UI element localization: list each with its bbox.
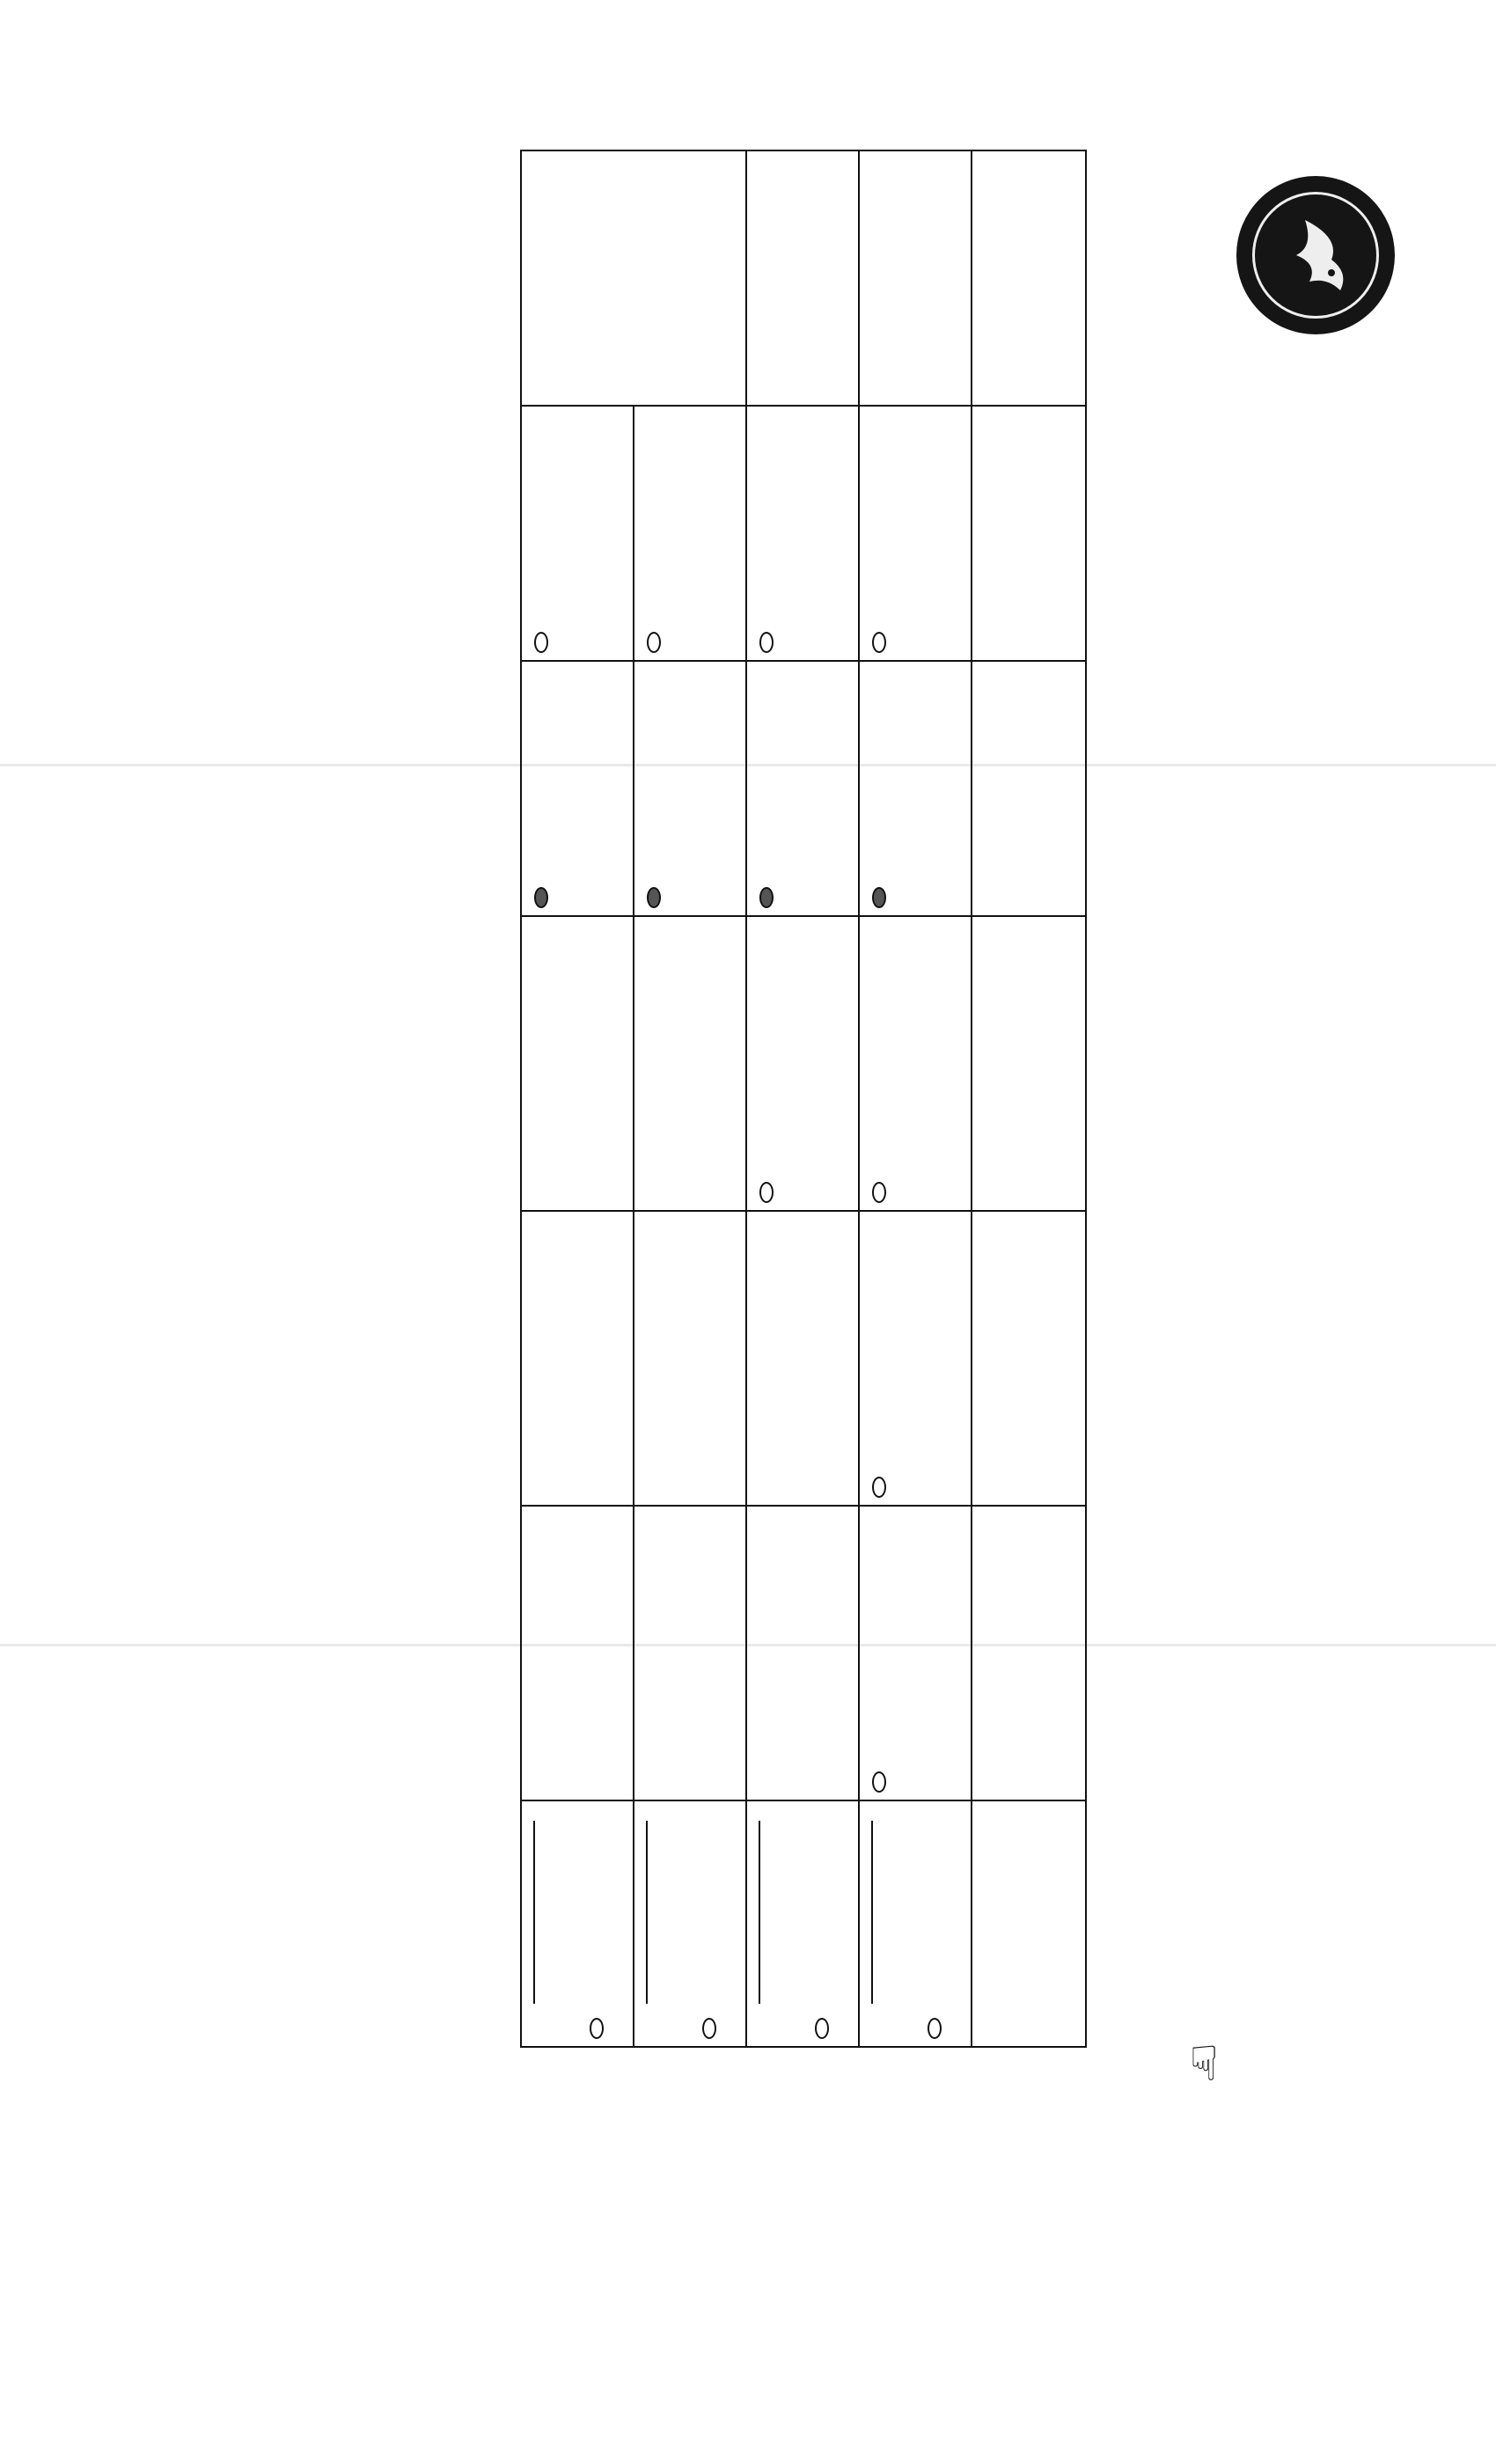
candidate-cell xyxy=(746,406,859,661)
vote-oval[interactable] xyxy=(872,632,886,653)
candidate-cell xyxy=(859,661,972,916)
candidate-cell xyxy=(859,406,972,661)
vote-oval-marked[interactable] xyxy=(534,887,548,908)
office-row xyxy=(859,150,972,2047)
column-header xyxy=(972,916,1086,1211)
vote-oval[interactable] xyxy=(872,1182,886,1203)
empty-cell xyxy=(521,916,634,1211)
candidate-cell xyxy=(521,406,634,661)
candidate-cell xyxy=(859,916,972,1211)
office-cell xyxy=(746,150,859,406)
header-row xyxy=(972,150,1086,2047)
candidate-cell xyxy=(746,661,859,916)
empty-cell xyxy=(521,1506,634,1800)
write-in-line[interactable] xyxy=(646,1821,648,2004)
ballot-table xyxy=(520,150,1087,2048)
write-in-cell xyxy=(859,1800,972,2047)
office-row xyxy=(634,150,746,2047)
vote-oval-marked[interactable] xyxy=(872,887,886,908)
empty-cell xyxy=(521,1211,634,1506)
candidate-cell xyxy=(634,406,746,661)
write-in-cell xyxy=(521,1800,634,2047)
vote-oval[interactable] xyxy=(702,2018,716,2039)
office-cell xyxy=(859,150,972,406)
vote-oval-marked[interactable] xyxy=(759,887,774,908)
write-in-line[interactable] xyxy=(533,1821,535,2004)
vote-oval[interactable] xyxy=(647,632,661,653)
vote-oval[interactable] xyxy=(815,2018,829,2039)
county-seal-icon xyxy=(1236,176,1395,334)
write-in-line[interactable] xyxy=(871,1821,873,2004)
vote-oval[interactable] xyxy=(534,632,548,653)
candidate-cell xyxy=(521,661,634,916)
vote-oval[interactable] xyxy=(872,1477,886,1498)
pointing-hand-icon: ☞ xyxy=(1177,2042,1230,2085)
personal-choice-header xyxy=(972,1800,1086,2047)
write-in-line[interactable] xyxy=(759,1821,760,2004)
candidate-cell xyxy=(634,661,746,916)
column-header xyxy=(972,661,1086,916)
empty-cell xyxy=(634,1211,746,1506)
vote-oval-marked[interactable] xyxy=(647,887,661,908)
empty-cell xyxy=(634,1506,746,1800)
vote-oval[interactable] xyxy=(759,632,774,653)
ballot-sheet xyxy=(537,35,1417,2323)
write-in-cell xyxy=(634,1800,746,2047)
vote-oval[interactable] xyxy=(928,2018,942,2039)
column-header xyxy=(972,406,1086,661)
empty-cell xyxy=(746,1211,859,1506)
column-header xyxy=(972,1211,1086,1506)
office-row xyxy=(521,150,634,2047)
office-row xyxy=(746,150,859,2047)
empty-cell xyxy=(746,1506,859,1800)
column-header xyxy=(972,1506,1086,1800)
empty-cell xyxy=(634,916,746,1211)
candidate-cell xyxy=(859,1211,972,1506)
write-in-cell xyxy=(746,1800,859,2047)
vote-oval[interactable] xyxy=(759,1182,774,1203)
vote-oval[interactable] xyxy=(590,2018,604,2039)
candidate-cell xyxy=(859,1506,972,1800)
office-cell xyxy=(521,150,746,406)
vote-oval[interactable] xyxy=(872,1771,886,1793)
candidate-cell xyxy=(746,916,859,1211)
office-title-header xyxy=(972,150,1086,406)
